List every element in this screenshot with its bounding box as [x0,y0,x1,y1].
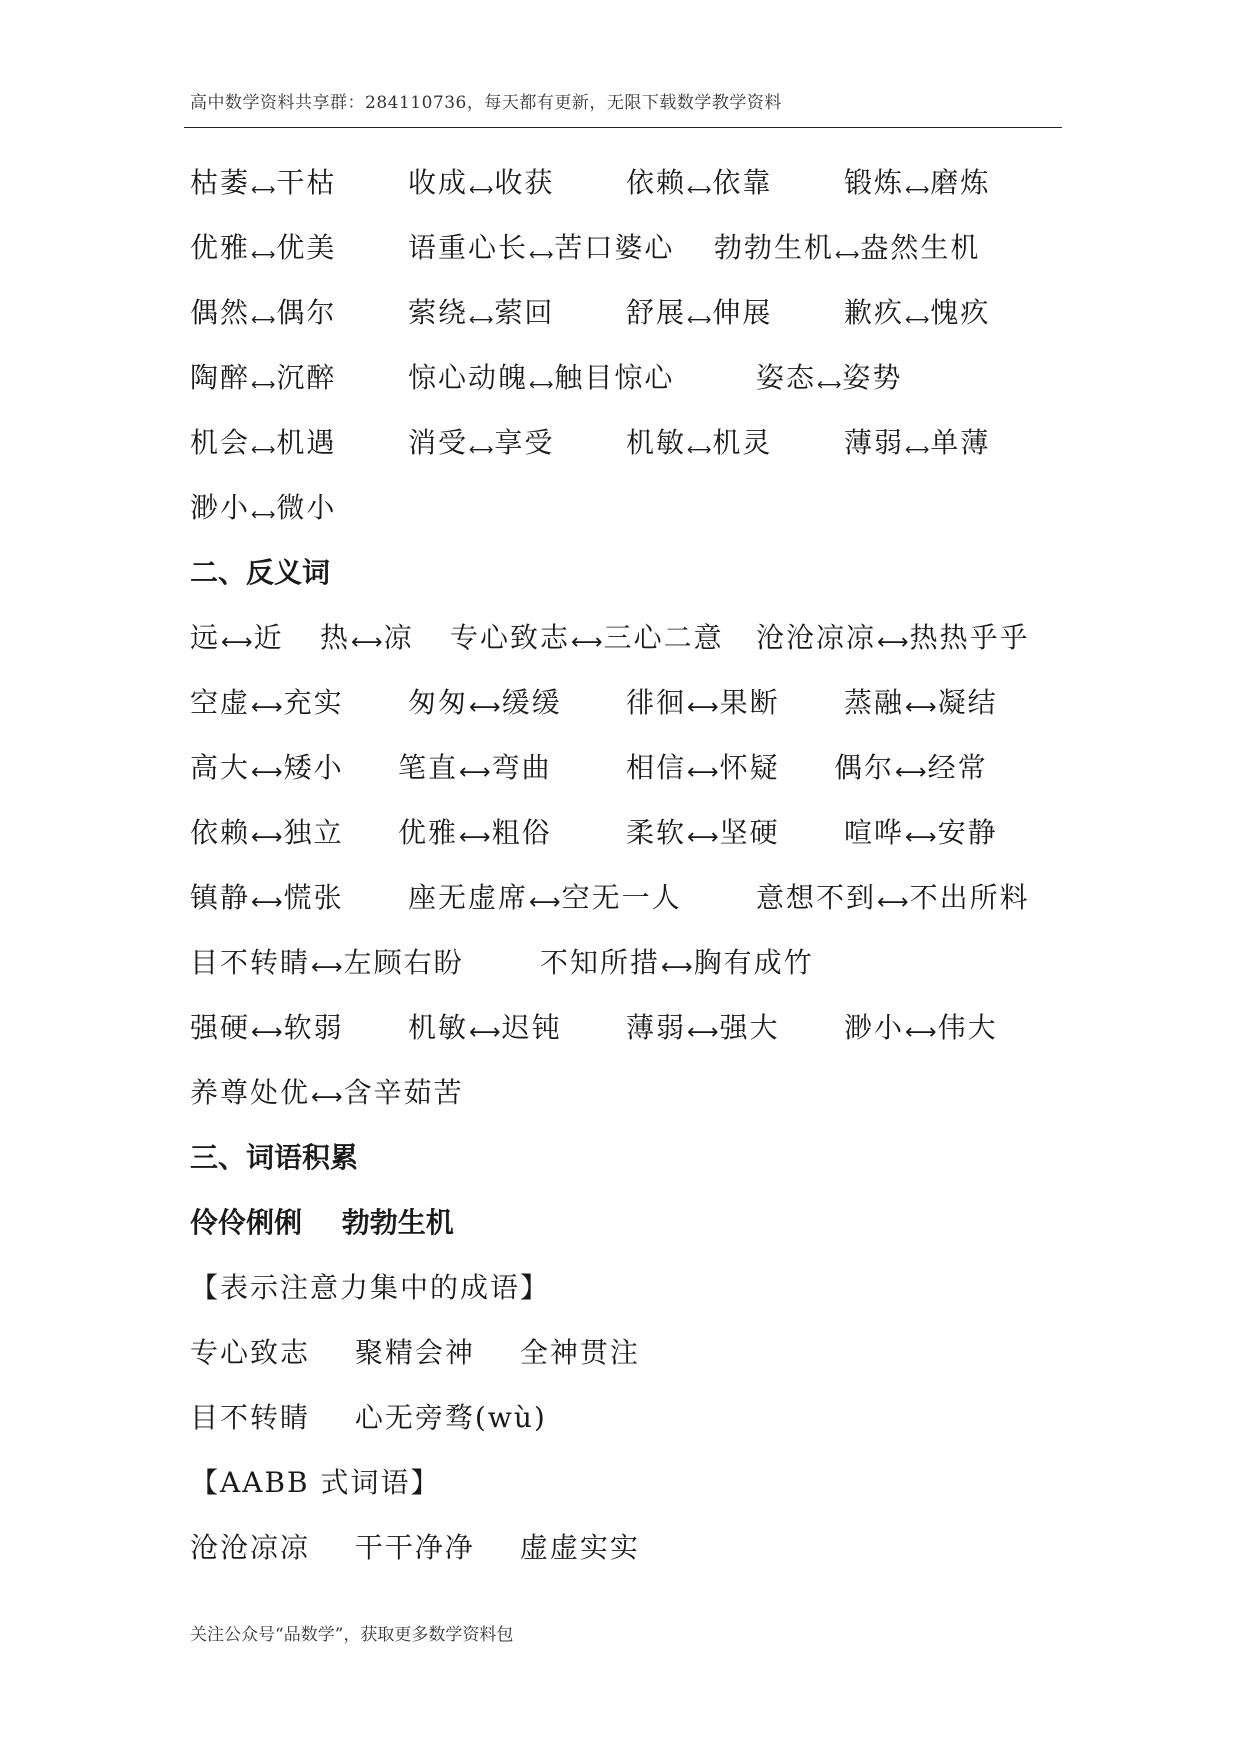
word: 三心二意 [603,621,724,654]
synonym-row [190,475,1090,540]
word: 强硬 [190,1011,251,1044]
word: 果断 [719,686,780,719]
synonym-pair [408,280,554,353]
double-arrow-icon: ⟷ [251,310,276,330]
word: 机灵 [712,426,773,459]
antonym-pair [408,995,562,1065]
double-arrow-icon: ⟷ [905,695,937,720]
double-arrow-icon: ⟷ [687,760,719,785]
double-arrow-icon: ⟷ [905,825,937,850]
antonym-row [190,995,1090,1060]
word: 姿态 [756,361,817,394]
word: 享受 [494,426,555,459]
word: 意想不到 [756,881,877,914]
word: 勃勃生机 [714,231,835,264]
double-arrow-icon: ⟷ [251,440,276,460]
antonym-row [190,865,1090,930]
double-arrow-icon: ⟷ [905,440,930,460]
double-arrow-icon: ⟷ [311,1085,343,1110]
antonym-pair [190,995,344,1065]
double-arrow-icon: ⟷ [895,760,927,785]
word: 薄弱 [844,426,905,459]
synonym-row [190,280,1090,345]
double-arrow-icon: ⟷ [251,1020,283,1045]
word: 笔直 [398,751,459,784]
synonym-pair [190,150,336,223]
antonym-pair [190,930,464,1000]
word: 舒展 [626,296,687,329]
synonym-row [190,410,1090,475]
word: 陶醉 [190,361,251,394]
antonym-pair [398,800,552,870]
word: 坚硬 [719,816,780,849]
antonym-pair [190,735,344,805]
double-arrow-icon: ⟷ [251,825,283,850]
synonym-pair [844,280,990,353]
word: 徘徊 [626,686,687,719]
double-arrow-icon: ⟷ [351,630,383,655]
word: 迟钝 [501,1011,562,1044]
word: 机敏 [626,426,687,459]
word: 沧沧凉凉 [756,621,877,654]
page-header: 高中数学资料共享群：284110736，每天都有更新，无限下载数学教学资料 [190,93,782,113]
word: 姿势 [842,361,903,394]
word: 全神贯注 [519,1336,640,1369]
antonym-pair [190,670,344,740]
antonym-row [190,735,1090,800]
word: 枯萎 [190,166,251,199]
word: 目不转睛 [190,1401,311,1434]
word: 萦绕 [408,296,469,329]
antonym-pair [540,930,814,1000]
bold-word: 伶伶俐俐 [190,1206,303,1239]
word: 养尊处优 [190,1076,311,1109]
word: 缓缓 [501,686,562,719]
word: 弯曲 [491,751,552,784]
word: 安静 [937,816,998,849]
word: 收成 [408,166,469,199]
double-arrow-icon: ⟷ [905,1020,937,1045]
double-arrow-icon: ⟷ [459,760,491,785]
word: 渺小 [844,1011,905,1044]
word: 干干净净 [354,1531,475,1564]
antonym-pair [190,605,284,675]
double-arrow-icon: ⟷ [687,310,712,330]
word: 心无旁骛(wù) [354,1401,547,1434]
word: 高大 [190,751,251,784]
word-line [190,1515,1090,1580]
word: 沧沧凉凉 [190,1531,311,1564]
synonym-list [190,150,1090,540]
antonym-pair [626,670,780,740]
double-arrow-icon: ⟷ [469,440,494,460]
double-arrow-icon: ⟷ [251,375,276,395]
double-arrow-icon: ⟷ [469,310,494,330]
antonym-pair [844,670,998,740]
double-arrow-icon: ⟷ [905,180,930,200]
synonym-pair [190,410,336,483]
antonym-pair [408,865,682,935]
synonym-pair [844,410,990,483]
synonym-pair [190,475,336,548]
antonym-pair [626,995,780,1065]
antonym-row [190,605,1090,670]
double-arrow-icon: ⟷ [687,1020,719,1045]
antonym-pair [844,800,998,870]
page-footer: 关注公众号“品数学”，获取更多数学资料包 [190,1625,514,1645]
antonym-row [190,1060,1090,1125]
word: 柔软 [626,816,687,849]
word: 喧哗 [844,816,905,849]
word: 虚虚实实 [519,1531,640,1564]
word: 慌张 [283,881,344,914]
word-line [190,1385,1090,1450]
synonym-pair [408,150,554,223]
synonym-pair [626,410,772,483]
word: 伟大 [937,1011,998,1044]
double-arrow-icon: ⟷ [251,505,276,525]
word: 依赖 [190,816,251,849]
section-title: 【表示注意力集中的成语】 [190,1271,551,1304]
double-arrow-icon: ⟷ [687,695,719,720]
bold-word: 勃勃生机 [341,1206,454,1239]
word: 座无虚席 [408,881,529,914]
word: 相信 [626,751,687,784]
word: 单薄 [930,426,991,459]
synonym-pair [408,215,674,288]
word: 匆匆 [408,686,469,719]
synonym-pair [190,215,336,288]
word: 盎然生机 [860,231,981,264]
double-arrow-icon: ⟷ [251,245,276,265]
antonym-pair [756,865,1030,935]
word: 热热乎乎 [909,621,1030,654]
word: 独立 [283,816,344,849]
antonym-pair [190,1060,464,1130]
double-arrow-icon: ⟷ [835,245,860,265]
double-arrow-icon: ⟷ [905,310,930,330]
antonym-row [190,800,1090,865]
bold-word-line [190,1190,1090,1255]
word: 愧疚 [930,296,991,329]
double-arrow-icon: ⟷ [877,630,909,655]
double-arrow-icon: ⟷ [687,825,719,850]
double-arrow-icon: ⟷ [251,695,283,720]
word: 热 [320,621,351,654]
word: 强大 [719,1011,780,1044]
word: 镇静 [190,881,251,914]
word: 磨炼 [930,166,991,199]
word: 软弱 [283,1011,344,1044]
antonym-pair [190,865,344,935]
word: 萦回 [494,296,555,329]
word: 充实 [283,686,344,719]
synonym-pair [190,345,336,418]
double-arrow-icon: ⟷ [251,890,283,915]
double-arrow-icon: ⟷ [469,180,494,200]
double-arrow-icon: ⟷ [311,955,343,980]
word: 空虚 [190,686,251,719]
word: 锻炼 [844,166,905,199]
word: 偶尔 [276,296,337,329]
accumulation-heading: 三、词语积累 [190,1141,359,1174]
word-line [190,1320,1090,1385]
synonym-pair [626,150,772,223]
synonym-row [190,215,1090,280]
double-arrow-icon: ⟷ [529,375,554,395]
word: 不出所料 [909,881,1030,914]
word: 专心致志 [450,621,571,654]
word: 薄弱 [626,1011,687,1044]
word: 蒸融 [844,686,905,719]
word: 左顾右盼 [343,946,464,979]
word: 远 [190,621,221,654]
word: 不知所措 [540,946,661,979]
synonym-pair [756,345,902,418]
word: 优美 [276,231,337,264]
double-arrow-icon: ⟷ [817,375,842,395]
word: 优雅 [398,816,459,849]
word: 聚精会神 [354,1336,475,1369]
synonym-pair [714,215,980,288]
synonym-pair [408,345,674,418]
double-arrow-icon: ⟷ [469,1020,501,1045]
word: 空无一人 [561,881,682,914]
double-arrow-icon: ⟷ [687,180,712,200]
word: 机敏 [408,1011,469,1044]
word: 干枯 [276,166,337,199]
antonym-pair [844,995,998,1065]
word: 依靠 [712,166,773,199]
word: 含辛茹苦 [343,1076,464,1109]
word: 优雅 [190,231,251,264]
synonym-row [190,150,1090,215]
word: 语重心长 [408,231,529,264]
antonym-pair [398,735,552,805]
double-arrow-icon: ⟷ [529,890,561,915]
double-arrow-icon: ⟷ [251,180,276,200]
antonym-pair [626,800,780,870]
word: 歉疚 [844,296,905,329]
antonym-row [190,930,1090,995]
word: 凝结 [937,686,998,719]
antonym-pair [626,735,780,805]
double-arrow-icon: ⟷ [251,760,283,785]
word: 怀疑 [719,751,780,784]
word: 触目惊心 [554,361,675,394]
word: 凉 [383,621,414,654]
antonym-list [190,605,1090,1125]
word: 偶尔 [834,751,895,784]
word: 矮小 [283,751,344,784]
antonym-pair [834,735,988,805]
word: 近 [253,621,284,654]
double-arrow-icon: ⟷ [529,245,554,265]
header-divider [184,127,1062,128]
word: 依赖 [626,166,687,199]
antonym-pair [756,605,1030,675]
antonym-heading: 二、反义词 [190,556,331,589]
double-arrow-icon: ⟷ [469,695,501,720]
double-arrow-icon: ⟷ [571,630,603,655]
main-content [190,150,1090,1580]
word: 伸展 [712,296,773,329]
double-arrow-icon: ⟷ [877,890,909,915]
word: 渺小 [190,491,251,524]
word: 收获 [494,166,555,199]
word: 惊心动魄 [408,361,529,394]
section-title: 【AABB 式词语】 [190,1466,441,1499]
word: 偶然 [190,296,251,329]
antonym-pair [450,605,724,675]
double-arrow-icon: ⟷ [221,630,253,655]
antonym-pair [320,605,414,675]
double-arrow-icon: ⟷ [687,440,712,460]
word: 机遇 [276,426,337,459]
word: 机会 [190,426,251,459]
double-arrow-icon: ⟷ [661,955,693,980]
antonym-pair [190,800,344,870]
word: 经常 [927,751,988,784]
synonym-pair [408,410,554,483]
word: 苦口婆心 [554,231,675,264]
synonym-row [190,345,1090,410]
antonym-pair [408,670,562,740]
synonym-pair [190,280,336,353]
word: 专心致志 [190,1336,311,1369]
word: 沉醉 [276,361,337,394]
antonym-row [190,670,1090,735]
word: 胸有成竹 [693,946,814,979]
synonym-pair [844,150,990,223]
word: 微小 [276,491,337,524]
word: 目不转睛 [190,946,311,979]
word: 粗俗 [491,816,552,849]
double-arrow-icon: ⟷ [459,825,491,850]
word: 消受 [408,426,469,459]
synonym-pair [626,280,772,353]
